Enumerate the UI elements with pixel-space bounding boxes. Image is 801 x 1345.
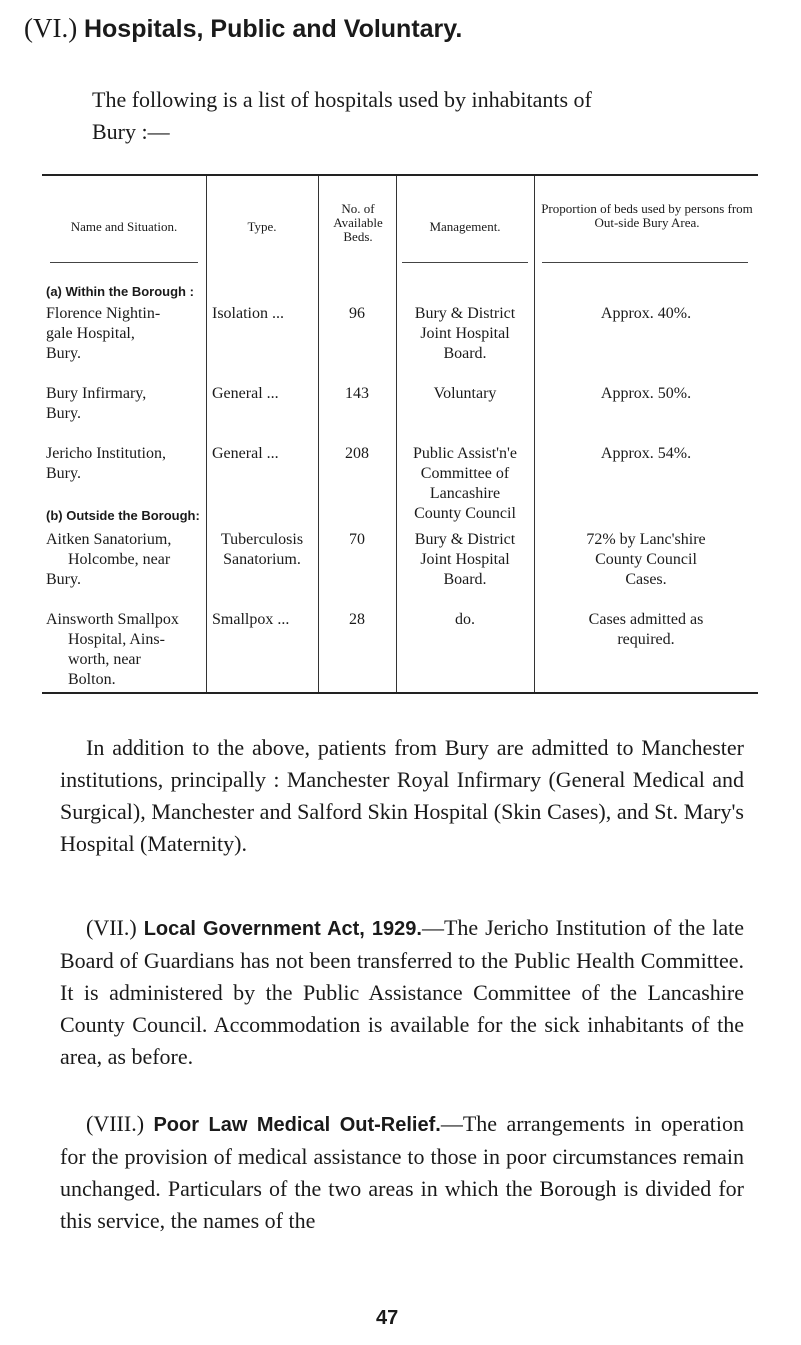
row-3-proportion: Approx. 54%.: [600, 445, 692, 462]
row-4-type: Tuberculosis Sanatorium.: [220, 531, 304, 568]
row-5-type: Smallpox ...: [212, 611, 290, 628]
row-4-name: Aitken Sanatorium, Holcombe, near Bury.: [46, 531, 172, 588]
paragraph-addition: In addition to the above, patients from Bury are admitted to Manchester institutions, principally : Manchester Royal Infirmary (General Medical and Surgical), Manchester and Salford Skin Hospital (Skin Cases), and St. Mary's Hospital (Maternity).: [60, 735, 744, 856]
page-number: 47: [376, 1307, 399, 1329]
intro-line-1: The following is a list of hospitals used by inhabitants of: [92, 87, 592, 112]
intro-line-2: Bury :—: [92, 119, 170, 144]
column-divider: [206, 176, 207, 692]
row-1-management: Bury & District Joint Hospital Board.: [414, 305, 516, 362]
row-5-name: Ainsworth Smallpox Hospital, Ains- worth, near Bolton.: [46, 611, 179, 688]
row-1-type: Isolation ...: [212, 305, 284, 322]
viii-body: —The arrangements in operation for the provision of medical assistance to those in poor circumstances remain unchanged. Particulars of the two areas in which the Borough is divided for this service, the names of the: [60, 1111, 744, 1233]
row-5-beds: 28: [349, 611, 365, 628]
section-within-borough: (a) Within the Borough :: [46, 284, 194, 299]
viii-title: Poor Law Medical Out-Relief.: [153, 1114, 441, 1136]
header-beds: No. of Available Beds.: [333, 201, 383, 244]
row-3-name: Jericho Institution, Bury.: [46, 445, 166, 482]
vii-number: (VII.): [86, 915, 137, 940]
header-name: Name and Situation.: [70, 219, 178, 234]
viii-number: (VIII.): [86, 1111, 145, 1136]
row-1-proportion: Approx. 40%.: [600, 305, 692, 322]
section-title: Hospitals, Public and Voluntary.: [83, 15, 463, 43]
row-2-management: Voluntary: [433, 385, 497, 402]
vii-body: —The Jericho Institution of the late Board of Guardians has not been transferred to the Public Health Committee. It is administered by the Public Assistance Committee of the Lancashire County Council. Accommodation is available for the sick inhabitants of the area, as before.: [60, 915, 744, 1069]
row-4-beds: 70: [349, 531, 365, 548]
header-rule: [50, 262, 198, 263]
row-3-management: Public Assist'n'e Committee of Lancashire County Council: [413, 445, 517, 522]
header-rule: [542, 262, 748, 263]
section-heading: [24, 12, 462, 45]
header-rule: [402, 262, 528, 263]
section-number: (VI.): [24, 13, 78, 43]
row-5-proportion: Cases admitted as required.: [588, 611, 704, 648]
header-management: Management.: [429, 219, 501, 234]
row-2-type: General ...: [212, 385, 279, 402]
row-5-management: do.: [455, 611, 475, 628]
header-proportion: Proportion of beds used by persons from Out-side Bury Area.: [541, 201, 753, 230]
row-1-name: Florence Nightin- gale Hospital, Bury.: [46, 305, 161, 362]
row-4-proportion: 72% by Lanc'shire County Council Cases.: [586, 531, 706, 588]
row-2-name: Bury Infirmary, Bury.: [46, 385, 147, 422]
section-outside-borough: (b) Outside the Borough:: [46, 508, 200, 523]
paragraph-viii: [60, 1108, 744, 1237]
paragraph-vii: [60, 912, 744, 1073]
hospitals-table: [42, 174, 758, 694]
row-1-beds: 96: [349, 305, 365, 322]
row-2-proportion: Approx. 50%.: [600, 385, 692, 402]
row-4-management: Bury & District Joint Hospital Board.: [414, 531, 516, 588]
row-3-beds: 208: [345, 445, 369, 462]
vii-title: Local Government Act, 1929.: [143, 918, 422, 940]
row-3-type: General ...: [212, 445, 279, 462]
header-type: Type.: [247, 219, 277, 234]
row-2-beds: 143: [345, 385, 369, 402]
intro-text: [92, 84, 712, 148]
